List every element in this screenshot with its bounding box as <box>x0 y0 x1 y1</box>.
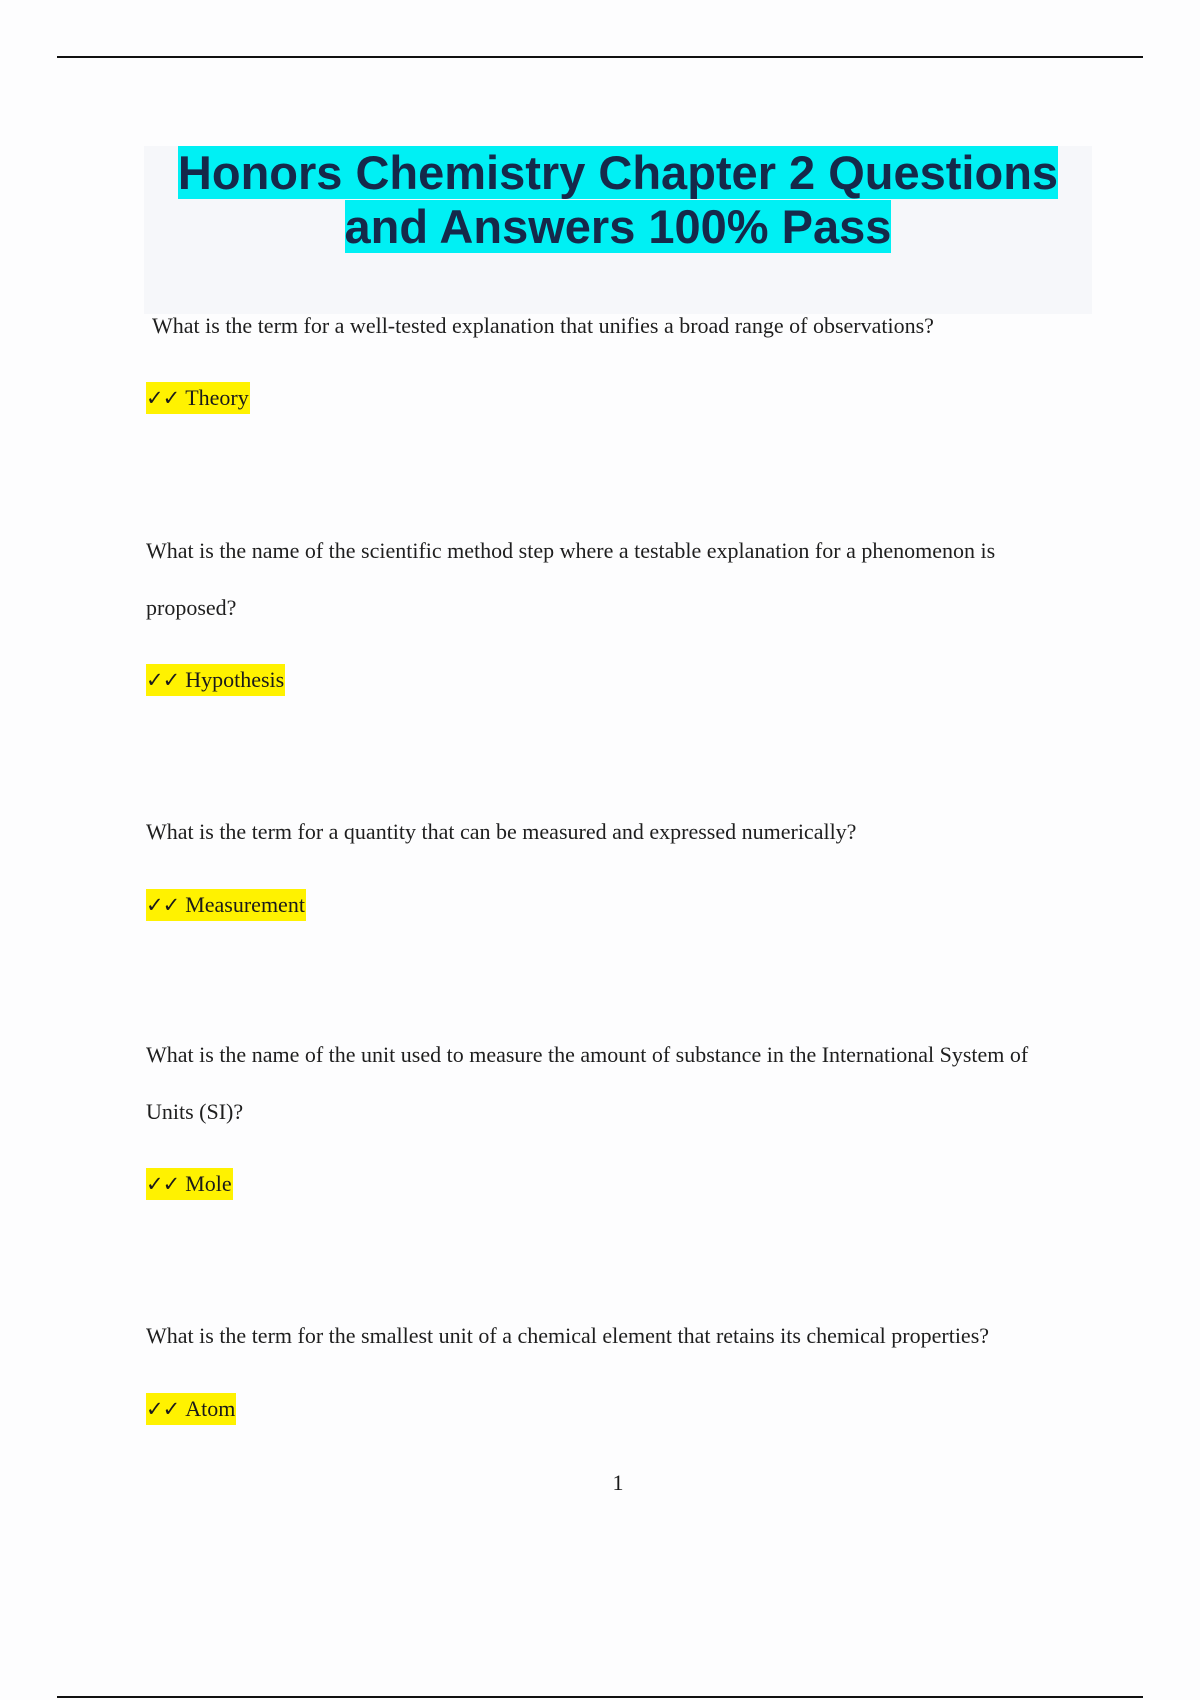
answer-highlight <box>146 382 250 414</box>
double-check-icon: ✓✓ <box>146 386 180 410</box>
header-rule <box>57 56 1143 58</box>
question-text: What is the term for a quantity that can be measured and expressed numerically? <box>146 819 857 844</box>
answer-highlight <box>146 1393 236 1425</box>
qa-item <box>146 803 1086 917</box>
qa-item <box>146 522 1086 692</box>
double-check-icon: ✓✓ <box>146 1172 180 1196</box>
answer-text: Hypothesis <box>185 667 285 692</box>
answer-highlight <box>146 889 306 921</box>
page-number: 1 <box>612 1470 624 1495</box>
qa-item <box>146 1307 1086 1421</box>
answer-text: Theory <box>185 385 249 410</box>
document-title <box>144 146 1092 254</box>
title-line-1: Honors Chemistry Chapter 2 Questions <box>177 146 1059 199</box>
title-line-2: and Answers 100% Pass <box>344 200 892 253</box>
qa-item <box>146 1026 1086 1196</box>
answer-text: Mole <box>185 1171 232 1196</box>
answer-text: Measurement <box>185 892 305 917</box>
footer-rule <box>57 1696 1143 1698</box>
answer-highlight <box>146 1168 233 1200</box>
answer-highlight <box>146 664 285 696</box>
double-check-icon: ✓✓ <box>146 668 180 692</box>
qa-item <box>146 298 1086 410</box>
double-check-icon: ✓✓ <box>146 893 180 917</box>
question-text: What is the name of the unit used to measure the amount of substance in the International System of Units (SI)? <box>146 1042 1029 1124</box>
question-text: What is the term for the smallest unit of a chemical element that retains its chemical properties? <box>146 1323 990 1348</box>
question-text: What is the name of the scientific method step where a testable explanation for a phenomenon is proposed? <box>146 538 996 620</box>
answer-text: Atom <box>185 1396 236 1421</box>
question-text: What is the term for a well-tested explanation that unifies a broad range of observations? <box>152 313 934 338</box>
double-check-icon: ✓✓ <box>146 1397 180 1421</box>
